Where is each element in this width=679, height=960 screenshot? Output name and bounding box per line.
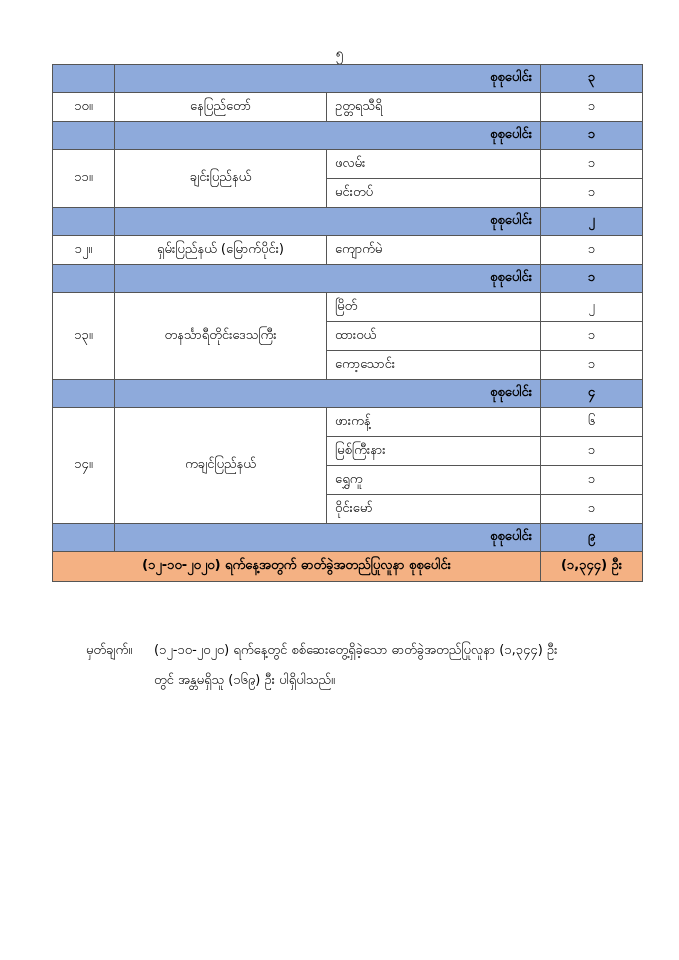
subtotal-label: စုစုပေါင်း [115,122,541,150]
subtotal-count: ၄ [541,380,643,408]
region-name: ရှမ်းပြည်နယ် (မြောက်ပိုင်း) [115,236,327,265]
township-count: ၁ [541,93,643,122]
subtotal-blank-cell [53,524,115,552]
subtotal-count: ၁ [541,265,643,293]
township-name: ကျောက်မဲ [327,236,541,265]
subtotal-count: ၁ [541,122,643,150]
township-count: ၁ [541,351,643,380]
subtotal-count: ၉ [541,524,643,552]
grand-total-row [53,552,643,582]
subtotal-blank-cell [53,265,115,293]
table-row [53,150,643,179]
township-count: ၁ [541,437,643,466]
row-number: ၁၂။ [53,236,115,265]
subtotal-label: စုစုပေါင်း [115,65,541,93]
subtotal-row [53,65,643,93]
row-number: ၁၁။ [53,150,115,208]
subtotal-row [53,265,643,293]
subtotal-row [53,122,643,150]
table-row [53,408,643,437]
grand-total-value: (၁,၃၄၄) ဦး [541,552,643,582]
township-name: ကော့သောင်း [327,351,541,380]
table-row [53,236,643,265]
table-row [53,93,643,122]
note [86,636,646,696]
township-name: ဖလမ်း [327,150,541,179]
subtotal-label: စုစုပေါင်း [115,265,541,293]
case-table [52,64,643,582]
township-name: မြိတ် [327,293,541,322]
subtotal-row [53,208,643,236]
page-number: ၅ [335,46,344,62]
note-label: မှတ်ချက်။ [86,643,133,658]
township-count: ၁ [541,322,643,351]
township-count: ၁ [541,236,643,265]
subtotal-label: စုစုပေါင်း [115,208,541,236]
township-name: ရွှေကူ [327,466,541,495]
region-name: နေပြည်တော် [115,93,327,122]
subtotal-label: စုစုပေါင်း [115,380,541,408]
subtotal-blank-cell [53,65,115,93]
township-count: ၆ [541,408,643,437]
subtotal-blank-cell [53,380,115,408]
township-name: ဝိုင်းမော် [327,495,541,524]
region-name: ကချင်ပြည်နယ် [115,408,327,524]
township-count: ၁ [541,495,643,524]
township-name: ဥတ္တရသီရိ [327,93,541,122]
subtotal-count: ၂ [541,208,643,236]
township-count: ၁ [541,179,643,208]
region-name: တနင်္သာရီတိုင်းဒေသကြီး [115,293,327,380]
region-name: ချင်းပြည်နယ် [115,150,327,208]
row-number: ၁၃။ [53,293,115,380]
subtotal-label: စုစုပေါင်း [115,524,541,552]
subtotal-blank-cell [53,208,115,236]
subtotal-row [53,380,643,408]
row-number: ၁၀။ [53,93,115,122]
subtotal-blank-cell [53,122,115,150]
table-row [53,293,643,322]
township-count: ၁ [541,466,643,495]
township-name: မင်းတပ် [327,179,541,208]
case-table-body [53,65,643,552]
township-count: ၂ [541,293,643,322]
township-name: ထားဝယ် [327,322,541,351]
subtotal-count: ၃ [541,65,643,93]
township-name: ဖားကန့် [327,408,541,437]
grand-total-label: (၁၂-၁၀-၂၀၂၀) ရက်နေ့အတွက် ဓာတ်ခွဲအတည်ပြုလူနာ စုစုပေါင်း [53,552,541,582]
subtotal-row [53,524,643,552]
row-number: ၁၄။ [53,408,115,524]
note-line-2: တွင် အန္တမရှိသူ (၁၆၉) ဦး ပါရှိပါသည်။ [154,673,335,688]
township-count: ၁ [541,150,643,179]
note-line-1: (၁၂-၁၀-၂၀၂၀) ရက်နေ့တွင် စစ်ဆေးတွေ့ရှိခဲ့သော ဓာတ်ခွဲအတည်ပြုလူနာ (၁,၃၄၄) ဦး [154,643,558,658]
township-name: မြစ်ကြီးနား [327,437,541,466]
